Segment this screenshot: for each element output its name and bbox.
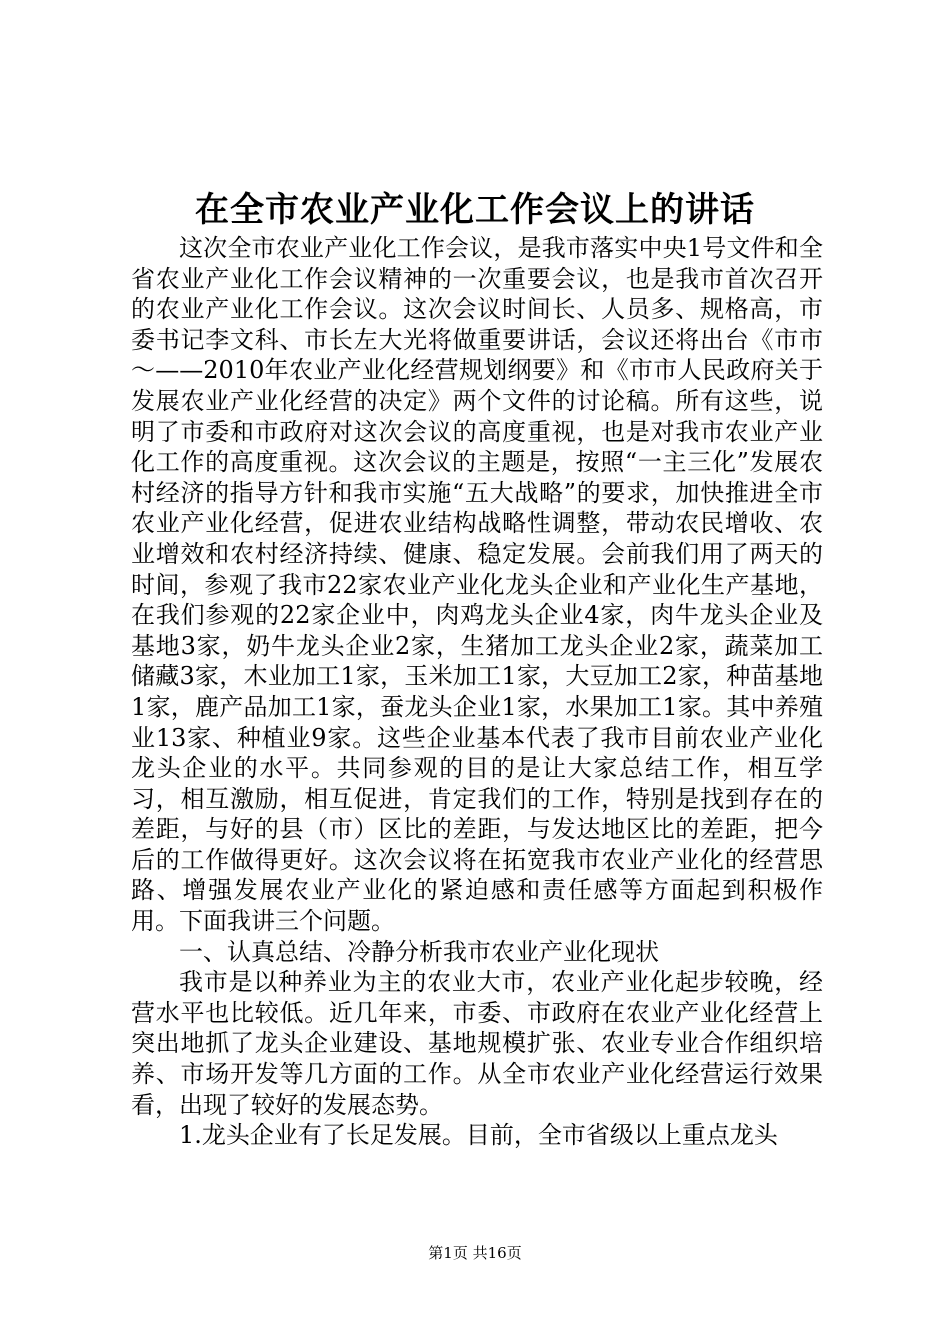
paragraph-item-1: 1.龙头企业有了长足发展。目前，全市省级以上重点龙头 [179, 1121, 778, 1150]
paragraph-section-1: 我市是以种养业为主的农业大市，农业产业化起步较晚，经营水平也比较低。近几年来，市委、市政府在农业产业化经营上突出地抓了龙头企业建设、基地规模扩张、农业专业合作组织培养、市场开发等几方面的工作。从全市农业产业化经营运行效果看，出现了较好的发展态势。 [131, 968, 823, 1119]
document-title: 在全市农业产业化工作会议上的讲话 [195, 190, 755, 230]
section-heading-1: 一、认真总结、冷静分析我市农业产业化现状 [179, 937, 659, 966]
paragraph-intro: 这次全市农业产业化工作会议，是我市落实中央1号文件和全省农业产业化工作会议精神的一次重要会议，也是我市首次召开的农业产业化工作会议。这次会议时间长、人员多、规格高，市委书记李文科、市长左大光将做重要讲话，会议还将出台《市市～——2010年农业产业化经营规划纲要》和《市市人民政府关于发展农业产业化经营的决定》两个文件的讨论稿。所有这些，说明了市委和市政府对这次会议的高度重视，也是对我市农业产业化工作的高度重视。这次会议的主题是，按照“一主三化”发展农村经济的指导方针和我市实施“五大战略”的要求，加快推进全市农业产业化经营，促进农业结构战略性调整，带动农民增收、农业增效和农村经济持续、健康、稳定发展。会前我们用了两天的时间，参观了我市22家农业产业化龙头企业和产业化生产基地，在我们参观的22家企业中，肉鸡龙头企业4家，肉牛龙头企业及基地3家，奶牛龙头企业2家，生猪加工龙头企业2家，蔬菜加工储藏3家，木业加工1家，玉米加工1家，大豆加工2家，种苗基地1家，鹿产品加工1家，蚕龙头企业1家，水果加工1家。其中养殖业13家、种植业9家。这些企业基本代表了我市目前农业产业化龙头企业的水平。共同参观的目的是让大家总结工作，相互学习，相互激励，相互促进，肯定我们的工作，特别是找到存在的差距，与好的县（市）区比的差距，与发达地区比的差距，把今后的工作做得更好。这次会议将在拓宽我市农业产业化的经营思路、增强发展农业产业化的紧迫感和责任感等方面起到积极作用。下面我讲三个问题。 [131, 234, 823, 936]
page-footer: 第1页 共16页 [428, 1244, 522, 1262]
document-body [131, 233, 823, 1151]
